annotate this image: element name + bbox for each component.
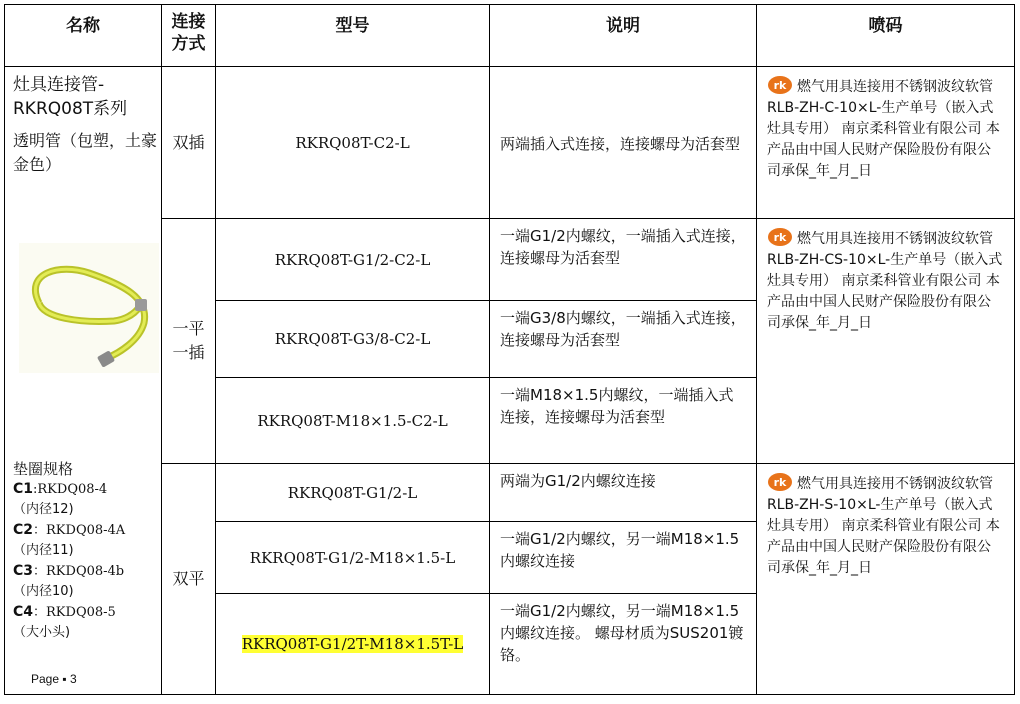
gasket-item: C4：RKDQ08-5 (13, 604, 116, 620)
gasket-item: C2：RKDQ08-4A (13, 522, 126, 538)
company-logo-icon (767, 227, 793, 247)
model-cell: RKRQ08T-G1/2-C2-L (216, 219, 490, 301)
company-logo-icon (767, 75, 793, 95)
product-name-cell (5, 67, 162, 695)
gasket-title: 垫圈规格 (13, 460, 74, 478)
product-subtitle: 透明管（包塑，土豪金色） (13, 131, 158, 174)
model-cell: RKRQ08T-G1/2-M18×1.5-L (216, 522, 490, 594)
description-cell: 一端G1/2内螺纹，一端插入式连接，连接螺母为活套型 (490, 219, 757, 301)
header-name: 名称 (5, 5, 162, 67)
description-cell: 一端G1/2内螺纹，另一端M18×1.5内螺纹连接。 螺母材质为SUS201镀铬。 (490, 594, 757, 695)
gasket-note: （内径10) (13, 584, 74, 599)
code-cell: rk 燃气用具连接用不锈钢波纹软管 RLB-ZH-S-10×L-生产单号（嵌入式灶具专用） 南京柔科管业有限公司 本产品由中国人民财产保险股份有限公司承保_年_月_日 (757, 464, 1015, 695)
model-cell: RKRQ08T-G1/2-L (216, 464, 490, 522)
description-cell: 一端M18×1.5内螺纹，一端插入式连接，连接螺母为活套型 (490, 378, 757, 464)
description-cell: 一端G1/2内螺纹，另一端M18×1.5内螺纹连接 (490, 522, 757, 594)
header-description: 说明 (490, 5, 757, 67)
gasket-specs (13, 459, 125, 643)
highlighted-model: RKRQ08T-G1/2T-M18×1.5T-L (241, 635, 464, 653)
page-number: Page ▪ 3 (31, 672, 77, 686)
model-cell: RKRQ08T-M18×1.5-C2-L (216, 378, 490, 464)
description-cell: 两端为G1/2内螺纹连接 (490, 464, 757, 522)
model-cell: RKRQ08T-G3/8-C2-L (216, 301, 490, 378)
spec-table (4, 4, 1015, 695)
connection-cell: 一平 一插 (162, 219, 216, 464)
model-cell (216, 594, 490, 695)
header-row (5, 5, 1015, 67)
description-cell: 两端插入式连接，连接螺母为活套型 (490, 67, 757, 219)
gasket-item: C3：RKDQ08-4b (13, 563, 125, 579)
gasket-note: （大小头) (13, 625, 71, 640)
company-logo-icon (767, 472, 793, 492)
gasket-note: （内径11) (13, 543, 74, 558)
code-cell: rk 燃气用具连接用不锈钢波纹软管 RLB-ZH-C-10×L-生产单号（嵌入式灶具专用） 南京柔科管业有限公司 本产品由中国人民财产保险股份有限公司承保_年_月_日 (757, 67, 1015, 219)
connection-cell: 双插 (162, 67, 216, 219)
connection-cell: 双平 (162, 464, 216, 695)
header-connection: 连接 方式 (162, 5, 216, 67)
model-cell: RKRQ08T-C2-L (216, 67, 490, 219)
svg-text:rk: rk (773, 476, 787, 489)
header-model: 型号 (216, 5, 490, 67)
description-cell: 一端G3/8内螺纹，一端插入式连接，连接螺母为活套型 (490, 301, 757, 378)
gasket-item: C1:RKDQ08-4 (13, 481, 108, 497)
svg-text:rk: rk (773, 79, 787, 92)
hose-image (19, 243, 159, 373)
code-cell: rk 燃气用具连接用不锈钢波纹软管 RLB-ZH-CS-10×L-生产单号（嵌入式灶具专用） 南京柔科管业有限公司 本产品由中国人民财产保险股份有限公司承保_年_月_日 (757, 219, 1015, 464)
svg-text:rk: rk (773, 231, 787, 244)
table-row (5, 67, 1015, 219)
header-code: 喷码 (757, 5, 1015, 67)
product-title: 灶具连接管-RKRQ08T系列 (13, 75, 128, 119)
gasket-note: （内径12) (13, 502, 74, 517)
